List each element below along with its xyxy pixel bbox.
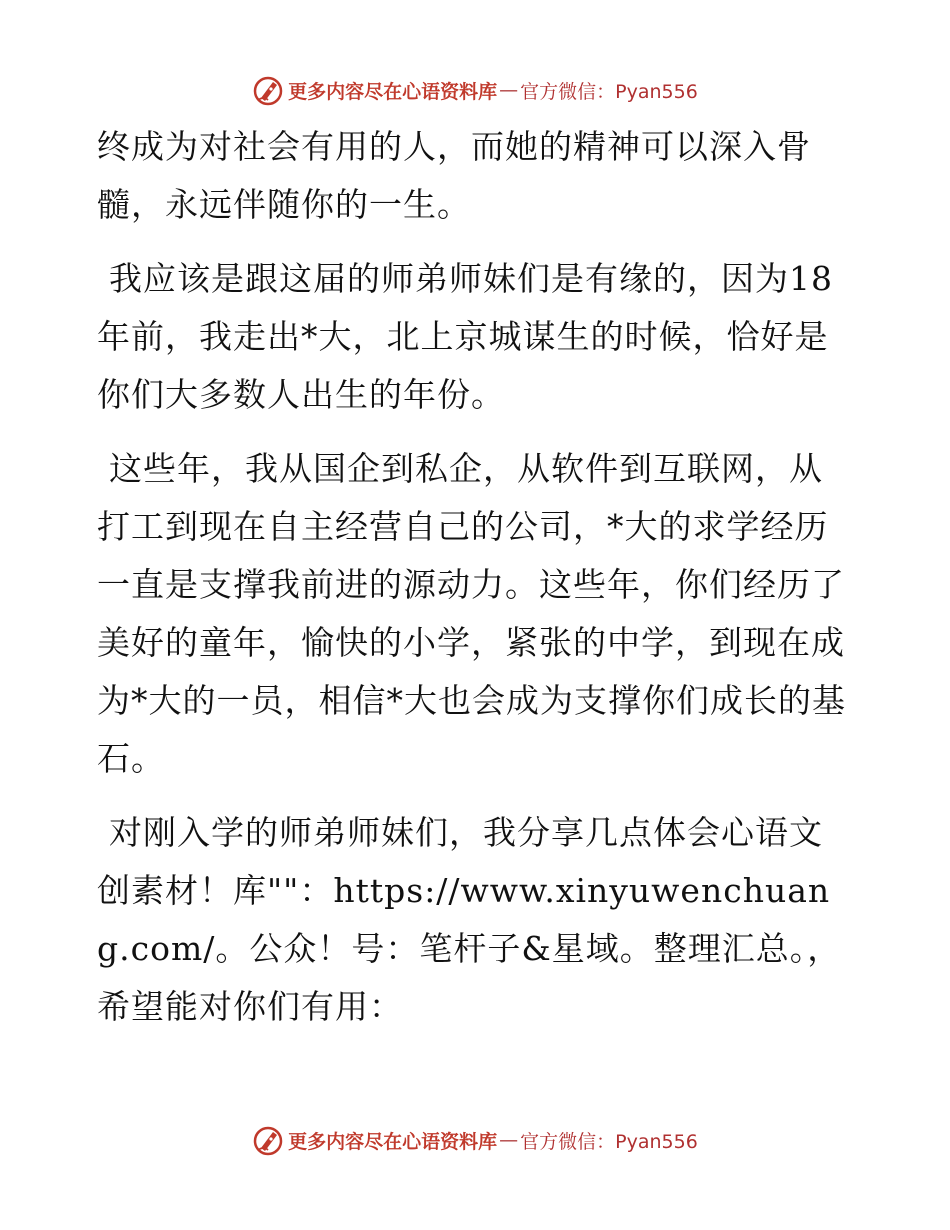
header-wechat-text: 官方微信：Pyan556 [520,80,698,103]
paragraph-2: 我应该是跟这届的师弟师妹们是有缘的，因为18年前，我走出*大，北上京城谋生的时候，恰好是你们大多数人出生的年份。 [97,259,833,414]
header-separator: — [499,79,519,101]
document-body [97,118,852,1052]
paragraph-3: 这些年，我从国企到私企，从软件到互联网，从打工到现在自主经营自己的公司，*大的求学经历一直是支撑我前进的源动力。这些年，你们经历了美好的童年，愉快的小学，紧张的中学，到现在成为*大的一员，相信*大也会成为支撑你们成长的基石。 [97,449,846,778]
footer-separator: — [499,1129,519,1151]
header-banner [0,70,950,110]
paragraph-1: 终成为对社会有用的人，而她的精神可以深入骨髓，永远伴随你的一生。 [97,127,811,224]
pen-nib-logo-icon [252,1124,284,1156]
footer-wechat-text: 官方微信：Pyan556 [520,1130,698,1153]
footer-promo-text: 更多内容尽在心语资料库 [288,1130,498,1153]
footer-banner [0,1120,950,1160]
header-promo-text: 更多内容尽在心语资料库 [288,80,498,103]
paragraph-4: 对刚入学的师弟师妹们，我分享几点体会心语文创素材！库""：https://www.xinyuwenchuang.com/。公众！号：笔杆子&星域。整理汇总。，希望能对你们有用： [97,813,842,1026]
pen-nib-logo-icon [252,74,284,106]
